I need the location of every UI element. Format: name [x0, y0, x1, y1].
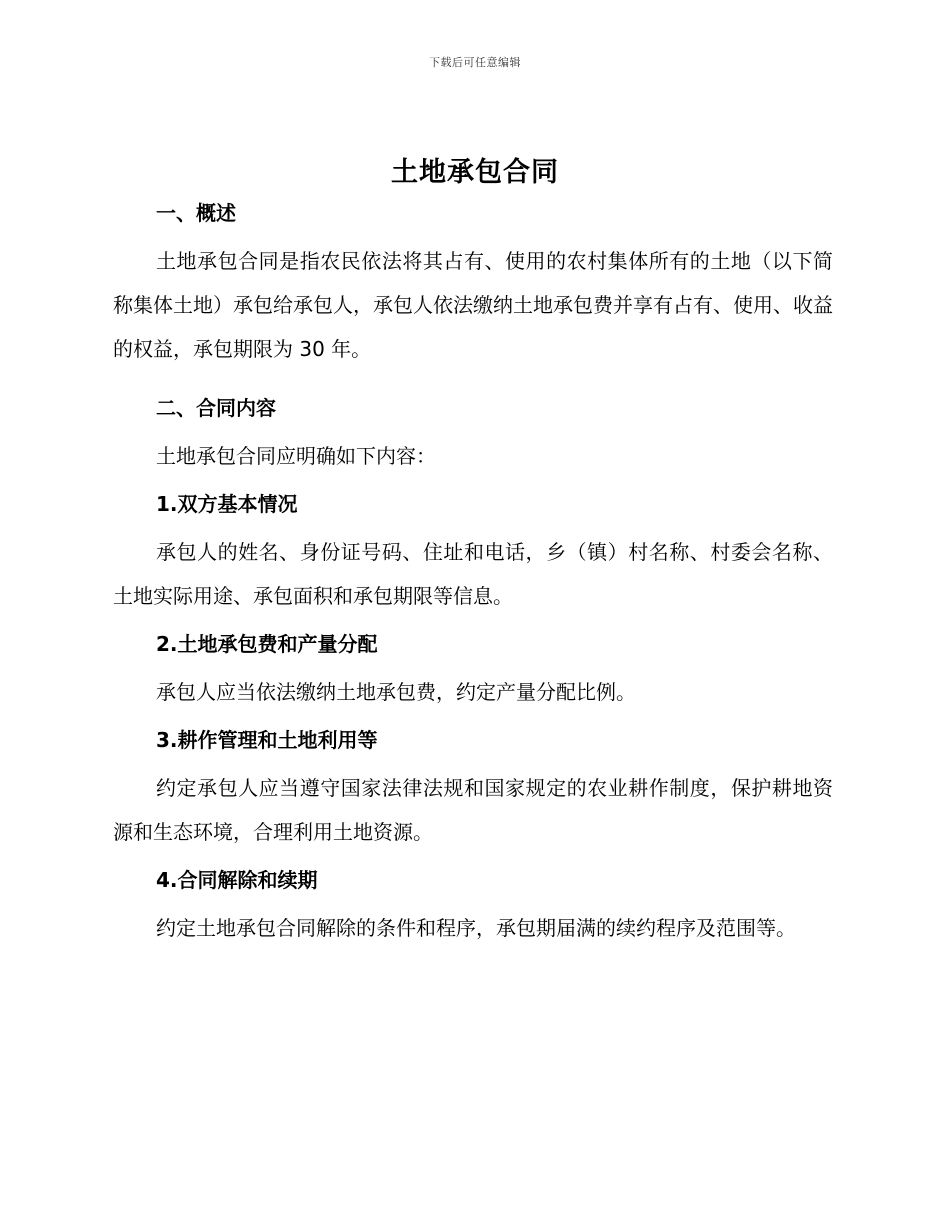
document-title: 土地承包合同 — [391, 157, 559, 188]
section-heading-overview: 一、概述 — [156, 201, 236, 225]
section-paragraph-overview: 土地承包合同是指农民依法将其占有、使用的农村集体所有的土地（以下简称集体土地）承包给承包人，承包人依法缴纳土地承包费并享有占有、使用、收益的权益，承包期限为 30 年。 — [113, 249, 833, 361]
section-heading-contract-content: 二、合同内容 — [156, 396, 276, 420]
section-paragraph-parties: 承包人的姓名、身份证号码、住址和电话，乡（镇）村名称、村委会名称、土地实际用途、承包面积和承包期限等信息。 — [113, 540, 833, 608]
section-heading-farming: 3.耕作管理和土地利用等 — [156, 728, 378, 752]
section-paragraph-termination: 约定土地承包合同解除的条件和程序，承包期届满的续约程序及范围等。 — [156, 916, 796, 940]
section-paragraph-farming: 约定承包人应当遵守国家法律法规和国家规定的农业耕作制度，保护耕地资源和生态环境，合理利用土地资源。 — [113, 776, 833, 844]
section-heading-parties: 1.双方基本情况 — [156, 492, 298, 516]
section-heading-termination: 4.合同解除和续期 — [156, 868, 318, 892]
section-heading-fees: 2.土地承包费和产量分配 — [156, 632, 378, 656]
section-paragraph-fees: 承包人应当依法缴纳土地承包费，约定产量分配比例。 — [156, 680, 636, 704]
section-paragraph-contract-content: 土地承包合同应明确如下内容： — [156, 444, 436, 468]
document-body — [113, 196, 833, 950]
page-header-note: 下载后可任意编辑 — [429, 56, 521, 69]
